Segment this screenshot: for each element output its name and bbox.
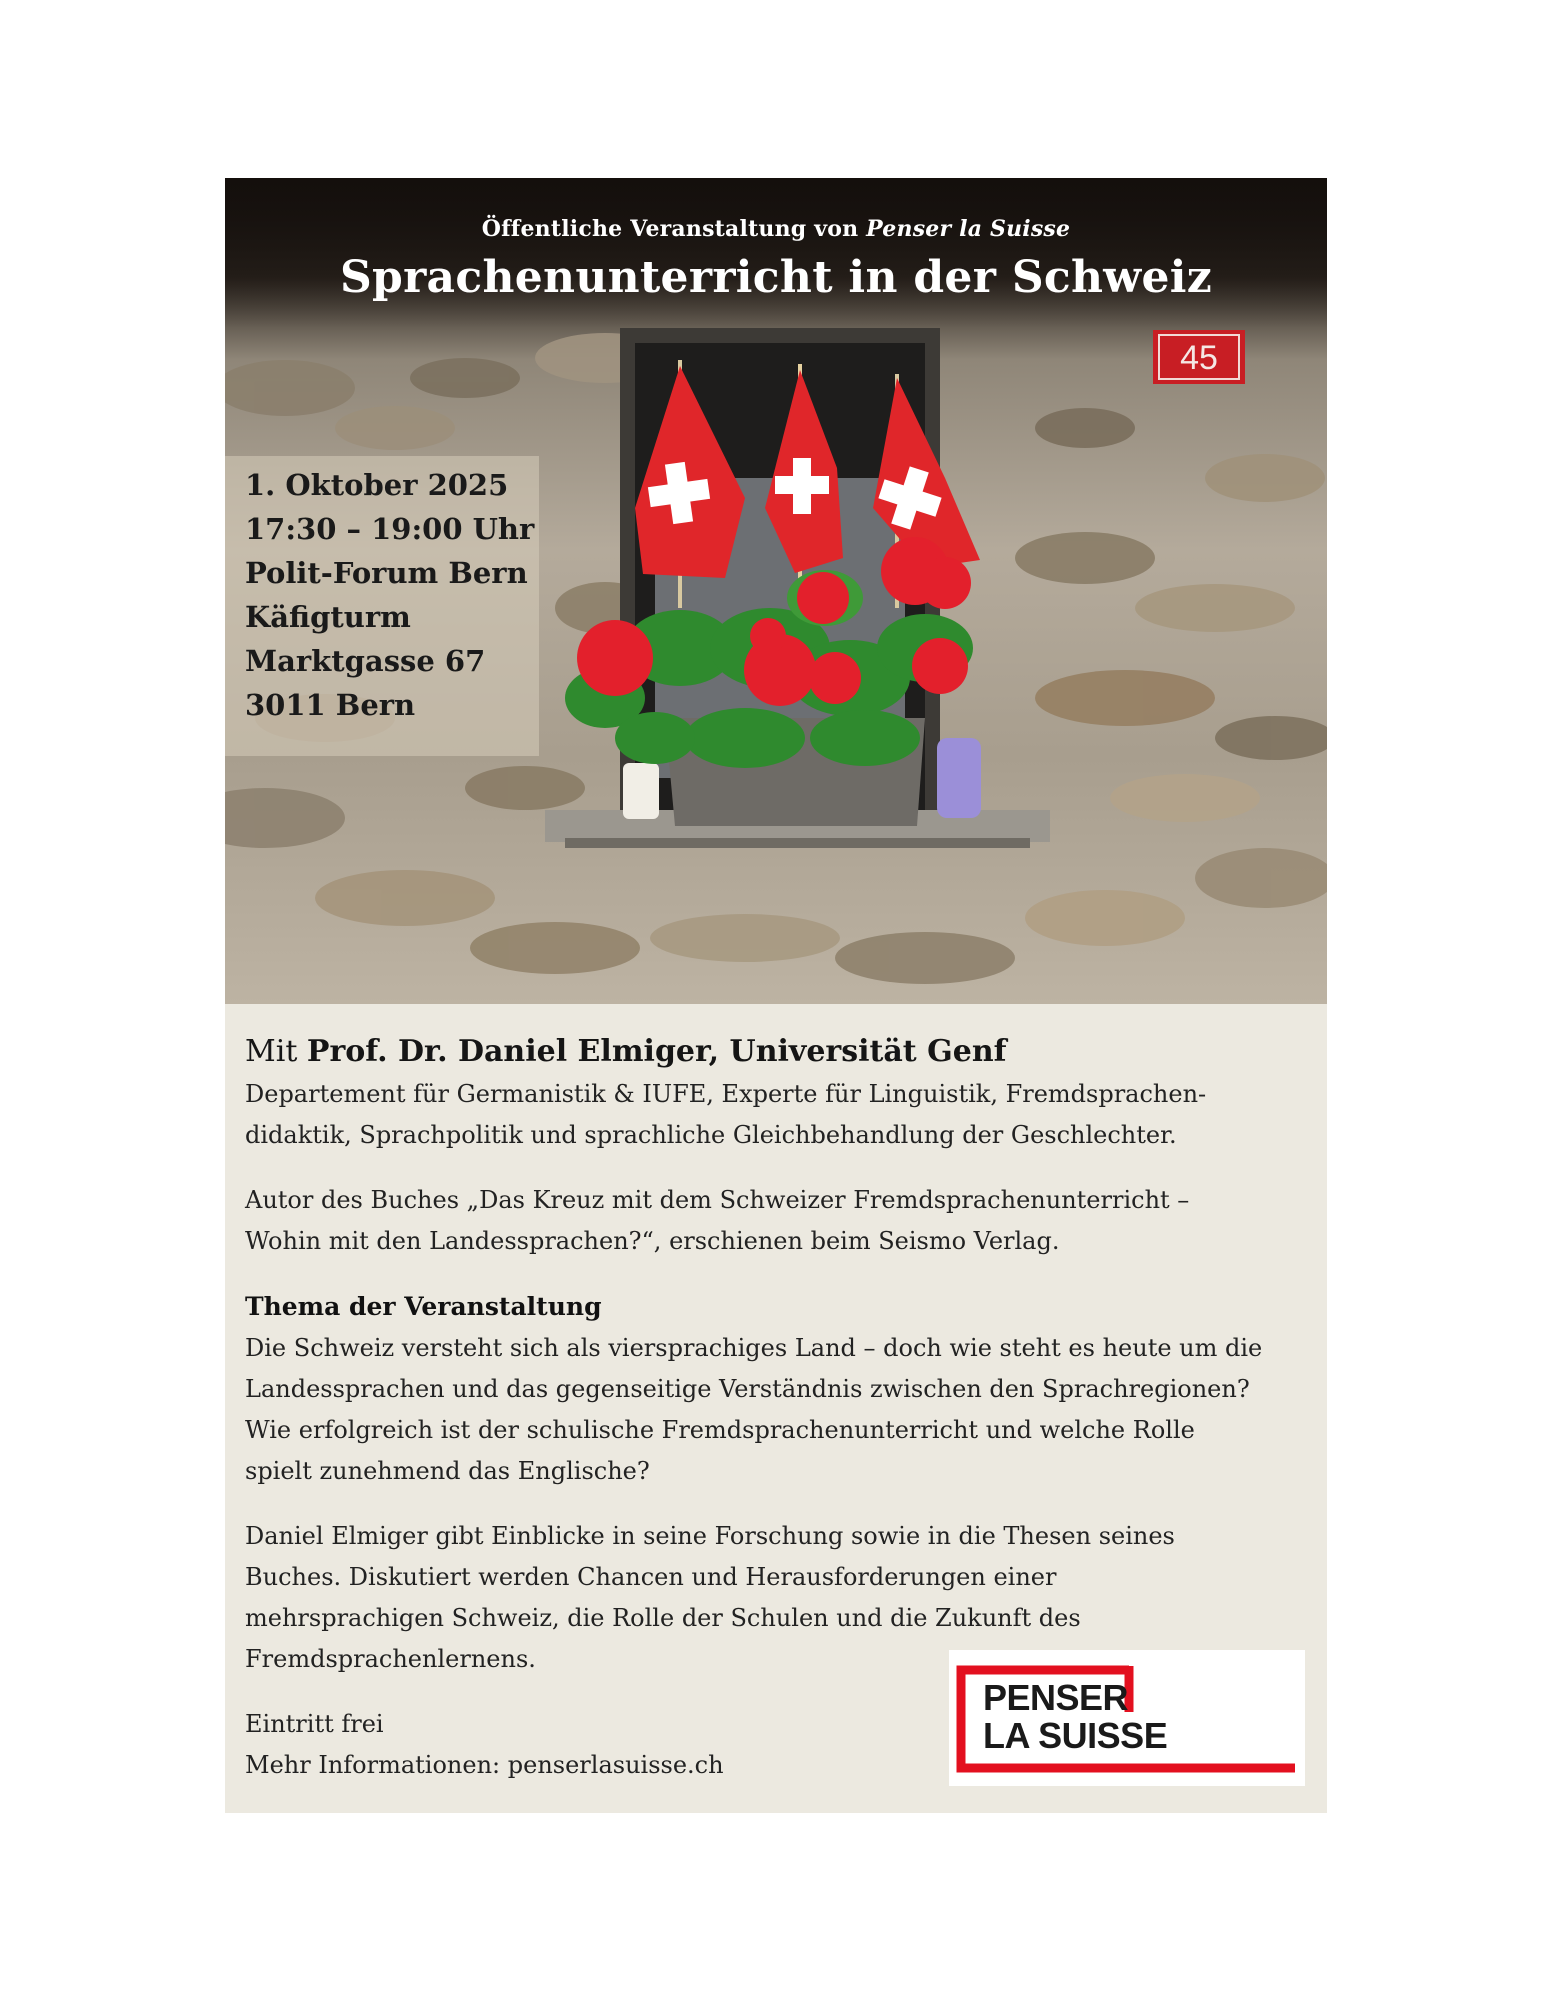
more-info-link[interactable]: Mehr Informationen: penserlasuisse.ch [245,1751,724,1779]
speaker-bio-line: Departement für Germanistik & IUFE, Experte für Linguistik, Fremdsprachen- [245,1080,1207,1108]
venue-city: 3011 Bern [245,688,416,722]
event-time: 17:30 – 19:00 Uhr [245,512,535,546]
event-date: 1. Oktober 2025 [245,468,509,502]
venue-name: Polit-Forum Bern [245,556,528,590]
book-info-line: Autor des Buches „Das Kreuz mit dem Schweizer Fremdsprachenunterricht – [245,1186,1190,1214]
topic-line: Die Schweiz versteht sich als viersprachiges Land – doch wie steht es heute um die [245,1334,1263,1362]
topic-line: Landessprachen und das gegenseitige Verständnis zwischen den Sprachregionen? [245,1375,1250,1403]
house-number-plate [1153,330,1245,384]
event-kicker: Öffentliche Veranstaltung von Penser la Suisse [481,216,1071,242]
discussion-line: Buches. Diskutiert werden Chancen und Herausforderungen einer [245,1563,1057,1591]
penser-la-suisse-logo [949,1650,1305,1786]
venue-building: Käfigturm [245,600,411,634]
speaker-bio-line: didaktik, Sprachpolitik und sprachliche Gleichbehandlung der Geschlechter. [245,1121,1177,1149]
topic-line: Wie erfolgreich ist der schulische Fremdsprachenunterricht und welche Rolle [245,1416,1195,1444]
organizer-name: Penser la Suisse [866,216,1071,242]
event-info [245,463,534,727]
event-flyer [225,178,1327,1813]
speaker-name: Prof. Dr. Daniel Elmiger, Universität Genf [306,1034,1007,1069]
small-jar [623,763,659,819]
admission-note: Eintritt frei [245,1710,384,1738]
logo-line-1: PENSER [983,1677,1129,1718]
watering-can [937,738,981,818]
speaker-heading: Mit Prof. Dr. Daniel Elmiger, Universität Genf [245,1034,1007,1069]
event-title: Sprachenunterricht in der Schweiz [339,252,1213,303]
discussion-line: mehrsprachigen Schweiz, die Rolle der Schulen und die Zukunft des [245,1604,1081,1632]
description-panel [225,1004,1327,1813]
venue-street: Marktgasse 67 [245,644,486,678]
discussion-line: Daniel Elmiger gibt Einblicke in seine Forschung sowie in die Thesen seines [245,1522,1175,1550]
topic-line: spielt zunehmend das Englische? [245,1457,650,1485]
book-info-line: Wohin mit den Landessprachen?“, erschienen beim Seismo Verlag. [245,1227,1060,1255]
house-number: 45 [1180,339,1218,377]
topic-heading: Thema der Veranstaltung [245,1292,602,1321]
window-flowers-photo [225,178,1327,1004]
discussion-line: Fremdsprachenlernens. [245,1645,536,1673]
logo-line-2: LA SUISSE [983,1715,1168,1756]
